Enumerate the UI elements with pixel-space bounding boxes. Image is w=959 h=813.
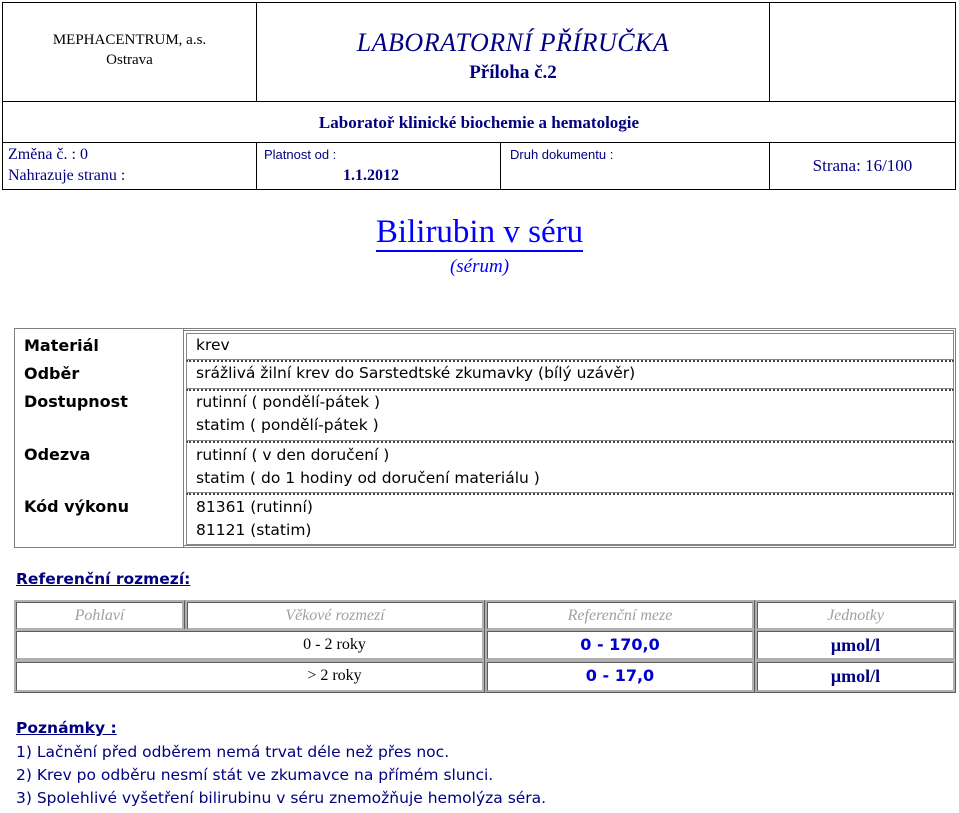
lab-manual-title: LABORATORNÍ PŘÍRUČKA: [356, 28, 670, 57]
page-title: Bilirubin v séru: [375, 214, 584, 250]
info-row-material: [186, 333, 954, 360]
valid-from-value: 1.1.2012: [343, 167, 399, 184]
company-name: MEPHACENTRUM, a.s.: [52, 32, 207, 48]
collection-value: srážlivá žilní krev do Sarstedtské zkumavky (bílý uzávěr): [196, 364, 636, 382]
note-3: 3) Spolehlivé vyšetření bilirubinu v séru znemožňuje hemolýza séra.: [16, 789, 547, 807]
material-value: krev: [196, 336, 230, 354]
table-row-2-range: 0 - 17,0: [485, 660, 755, 693]
note-2: 2) Krev po odběru nesmí stát ve zkumavce na přímém slunci.: [16, 766, 494, 784]
notes-heading: Poznámky :: [16, 719, 117, 737]
col-header-unit: Jednotky: [755, 600, 956, 631]
availability-label: Dostupnost: [24, 392, 128, 411]
response-statim: statim ( do 1 hodiny od doručení materiálu ): [196, 469, 540, 487]
table-row-1-range: 0 - 170,0: [485, 629, 755, 661]
doc-type-label: Druh dokumentu :: [510, 147, 614, 162]
page-number: Strana: 16/100: [812, 156, 913, 175]
response-label: Odezva: [24, 445, 91, 464]
replaces-page: Nahrazuje stranu :: [8, 167, 126, 184]
table-row-1-unit: μmol/l: [755, 629, 956, 661]
code-statim: 81121 (statim): [196, 521, 312, 539]
table-row-2-unit: μmol/l: [755, 660, 956, 693]
appendix-label: Příloha č.2: [469, 62, 557, 83]
table-row-2-age: > 2 roky: [14, 660, 485, 693]
col-header-age: Věkové rozmezí: [185, 600, 485, 631]
collection-label: Odběr: [24, 364, 80, 383]
header-empty-cell: [769, 2, 956, 102]
availability-statim: statim ( pondělí-pátek ): [196, 416, 379, 434]
department-name: Laboratoř klinické biochemie a hematologie: [318, 113, 640, 132]
response-routine: rutinní ( v den doručení ): [196, 446, 390, 464]
material-label: Materiál: [24, 336, 99, 355]
valid-from-label: Platnost od :: [264, 147, 337, 162]
code-label: Kód výkonu: [24, 497, 129, 516]
change-number: Změna č. : 0: [8, 146, 88, 163]
reference-heading: Referenční rozmezí:: [16, 570, 191, 588]
page-subtitle: (sérum): [449, 256, 510, 277]
company-city: Ostrava: [106, 52, 153, 68]
col-header-sex: Pohlaví: [14, 600, 185, 631]
col-header-range: Referenční meze: [485, 600, 755, 631]
table-row-1-age: 0 - 2 roky: [14, 629, 485, 661]
availability-routine: rutinní ( pondělí-pátek ): [196, 393, 381, 411]
note-1: 1) Lačnění před odběrem nemá trvat déle než přes noc.: [16, 743, 450, 761]
code-routine: 81361 (rutinní): [196, 498, 313, 516]
